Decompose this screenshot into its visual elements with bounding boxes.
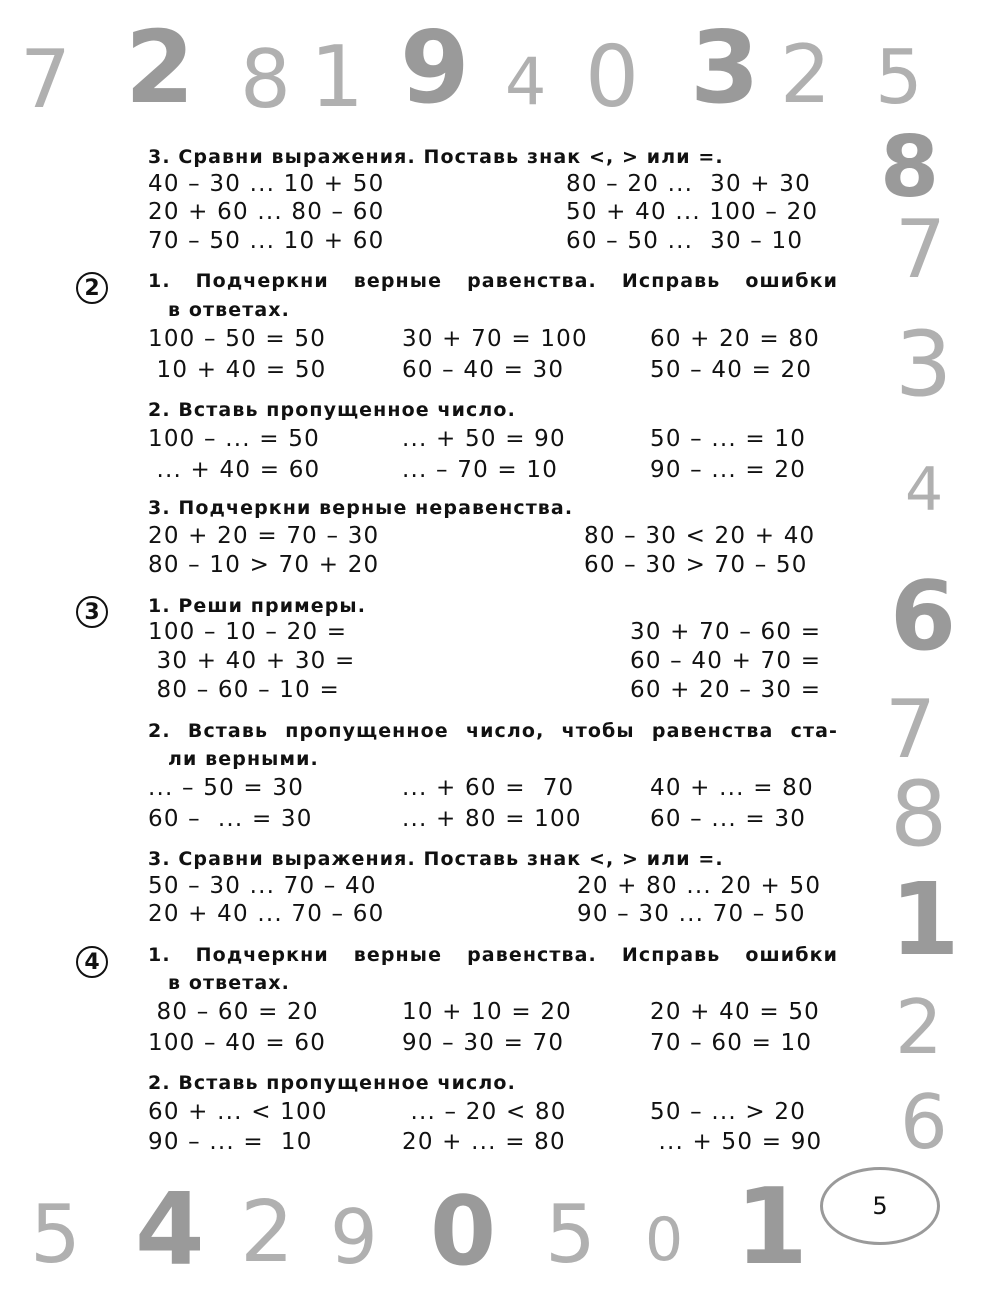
expression: 80 – 30 < 20 + 40 (584, 523, 816, 549)
decor-digit: 4 (135, 1171, 205, 1288)
expression: 100 – 40 = 60 (148, 1030, 327, 1056)
expression: 60 – ... = 30 (650, 806, 807, 832)
exercise-title: 3. Сравни выражения. Поставь знак <, > или =. (148, 146, 724, 168)
decor-digit: 5 (875, 33, 923, 121)
decor-digit: 5 (30, 1188, 81, 1281)
decor-digit: 4 (505, 45, 547, 120)
exercise-title-cont: ли верными. (168, 748, 319, 770)
expression: 20 + 20 = 70 – 30 (148, 523, 380, 549)
expression: 80 – 10 > 70 + 20 (148, 552, 380, 578)
decor-digit: 3 (895, 312, 953, 417)
section-badge: 4 (76, 946, 108, 978)
expression: 60 – 40 = 30 (402, 357, 565, 383)
expression: ... + 50 = 90 (650, 1129, 823, 1155)
expression: 60 – 50 ... 30 – 10 (566, 228, 804, 254)
exercise-title: 2. Вставь пропущенное число, чтобы равенства ста- (148, 720, 838, 742)
exercise-title: 3. Сравни выражения. Поставь знак <, > или =. (148, 848, 724, 870)
expression: 60 + 20 = 80 (650, 326, 820, 352)
section-badge: 3 (76, 596, 108, 628)
decor-digit: 7 (20, 33, 71, 126)
decor-digit: 8 (890, 762, 948, 867)
expression: 100 – 50 = 50 (148, 326, 327, 352)
section-badge: 2 (76, 272, 108, 304)
exercise-title: 1. Подчеркни верные равенства. Исправь ошибки (148, 270, 838, 292)
decor-digit: 9 (400, 9, 470, 126)
exercise-title-cont: в ответах. (168, 972, 290, 994)
expression: 20 + 40 = 50 (650, 999, 820, 1025)
expression: 30 + 70 = 100 (402, 326, 588, 352)
expression: 20 + 80 ... 20 + 50 (577, 873, 822, 899)
expression: 60 – 30 > 70 – 50 (584, 552, 808, 578)
expression: ... – 50 = 30 (148, 775, 305, 801)
expression: 90 – ... = 20 (650, 457, 807, 483)
decor-digit: 2 (240, 1183, 295, 1282)
decor-digit: 0 (645, 1205, 684, 1275)
exercise-title: 2. Вставь пропущенное число. (148, 399, 516, 421)
decor-digit: 0 (430, 1177, 497, 1287)
expression: 10 + 40 = 50 (148, 357, 327, 383)
exercise-title: 1. Реши примеры. (148, 595, 367, 617)
decor-digit: 4 (905, 455, 944, 525)
decor-digit: 8 (240, 33, 291, 126)
expression: 50 – ... > 20 (650, 1099, 807, 1125)
expression: 80 – 60 = 20 (148, 999, 319, 1025)
decor-digit: 0 (585, 28, 640, 127)
expression: 30 + 40 + 30 = (148, 648, 356, 674)
expression: 30 + 70 – 60 = (630, 619, 822, 645)
expression: ... + 50 = 90 (402, 426, 566, 452)
expression: 20 + ... = 80 (402, 1129, 566, 1155)
decor-digit: 7 (885, 683, 936, 776)
decor-digit: 5 (545, 1188, 596, 1281)
decor-digit: 3 (690, 9, 760, 126)
expression: ... – 70 = 10 (402, 457, 559, 483)
decor-digit: 1 (310, 28, 365, 127)
expression: 60 – 40 + 70 = (630, 648, 822, 674)
decor-digit: 1 (890, 861, 960, 978)
exercise-title: 2. Вставь пропущенное число. (148, 1072, 516, 1094)
expression: 10 + 10 = 20 (402, 999, 572, 1025)
expression: 90 – 30 = 70 (402, 1030, 565, 1056)
expression: ... + 80 = 100 (402, 806, 582, 832)
exercise-title: 1. Подчеркни верные равенства. Исправь ошибки (148, 944, 838, 966)
expression: 40 + ... = 80 (650, 775, 814, 801)
expression: ... + 40 = 60 (148, 457, 321, 483)
expression: 90 – 30 ... 70 – 50 (577, 901, 806, 927)
expression: 50 – 40 = 20 (650, 357, 813, 383)
decor-digit: 6 (900, 1078, 948, 1166)
decor-digit: 9 (330, 1193, 378, 1281)
expression: ... – 20 < 80 (402, 1099, 567, 1125)
decor-digit: 1 (735, 1166, 809, 1288)
exercise-title: 3. Подчеркни верные неравенства. (148, 497, 574, 519)
expression: 60 – ... = 30 (148, 806, 313, 832)
expression: 50 – 30 ... 70 – 40 (148, 873, 377, 899)
expression: 60 + ... < 100 (148, 1099, 328, 1125)
expression: 40 – 30 ... 10 + 50 (148, 171, 385, 197)
expression: 50 – ... = 10 (650, 426, 807, 452)
expression: 20 + 40 ... 70 – 60 (148, 901, 385, 927)
page-number-text: 5 (872, 1192, 888, 1220)
expression: 50 + 40 ... 100 – 20 (566, 199, 819, 225)
exercise-title-cont: в ответах. (168, 299, 290, 321)
expression: 90 – ... = 10 (148, 1129, 313, 1155)
expression: 100 – 10 – 20 = (148, 619, 348, 645)
expression: ... + 60 = 70 (402, 775, 575, 801)
expression: 70 – 50 ... 10 + 60 (148, 228, 385, 254)
decor-digit: 2 (895, 983, 943, 1071)
decor-digit: 8 (880, 118, 940, 217)
expression: 20 + 60 ... 80 – 60 (148, 199, 385, 225)
decor-digit: 2 (780, 28, 831, 121)
decor-digit: 2 (125, 9, 195, 126)
decor-digit: 7 (895, 203, 946, 296)
expression: 80 – 20 ... 30 + 30 (566, 171, 811, 197)
expression: 80 – 60 – 10 = (148, 677, 340, 703)
expression: 70 – 60 = 10 (650, 1030, 813, 1056)
decor-digit: 6 (890, 562, 957, 672)
expression: 60 + 20 – 30 = (630, 677, 822, 703)
expression: 100 – ... = 50 (148, 426, 320, 452)
